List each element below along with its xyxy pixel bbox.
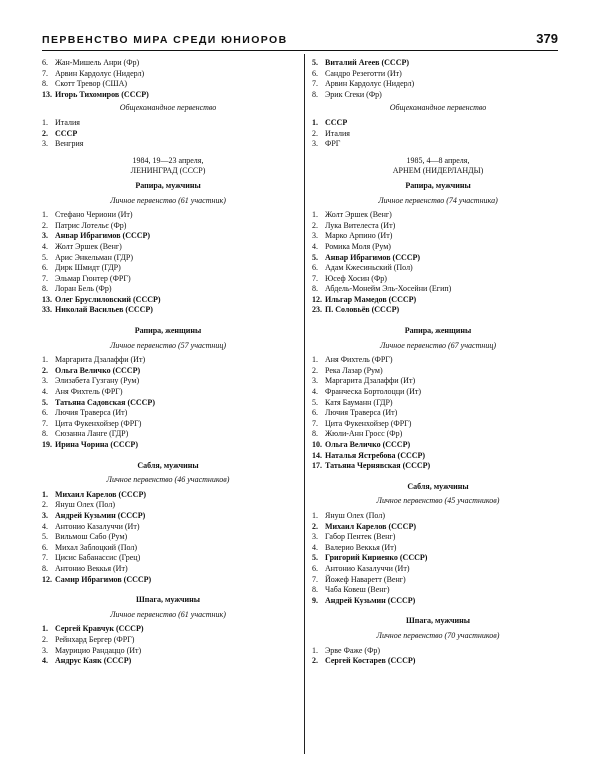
result-entry — [312, 221, 564, 232]
place-number: 1. — [42, 489, 48, 499]
competitor-name: П. Соловьёв (СССР) — [325, 305, 400, 315]
spacer — [312, 316, 564, 322]
competitor-name: Михал Заблоцкий (Пол) — [55, 542, 138, 552]
result-entry — [312, 596, 564, 607]
result-entry — [312, 274, 564, 285]
competitor-name: Эрик Сreки (Фр) — [325, 89, 382, 99]
result-entry — [42, 69, 294, 80]
competitor-name: Патрис Лотельє (Фр) — [55, 220, 127, 230]
competitor-name: Венгрия — [55, 139, 84, 149]
result-entry — [42, 90, 294, 101]
place-number: 8. — [42, 79, 48, 89]
place-number: 2. — [42, 634, 48, 644]
result-entry — [42, 274, 294, 285]
result-entry — [42, 129, 294, 140]
place-number: 8. — [42, 429, 48, 439]
place-number: 14. — [312, 450, 322, 460]
section-title: Рапира, женщины — [134, 326, 202, 336]
competitor-name: Наталья Ястребова (СССР) — [325, 450, 426, 460]
team-heading: Общекомандное первенство — [119, 103, 217, 113]
result-entry — [312, 575, 564, 586]
result-entry — [42, 376, 294, 387]
competitor-name: Жолт Эршек (Венг) — [325, 210, 392, 220]
right-column — [312, 58, 564, 667]
place-number: 2. — [42, 365, 48, 375]
result-entry — [42, 522, 294, 533]
competitor-name: Антонио Казалуччи (Ит) — [55, 521, 140, 531]
competitor-name: Игорь Тихомиров (СССР) — [55, 89, 149, 99]
place-number: 3. — [312, 139, 318, 149]
section-title: Рапира, мужчины — [135, 180, 201, 190]
place-number: 23. — [312, 305, 322, 315]
place-number: 2. — [312, 220, 318, 230]
competitor-name: Аня Фихтель (ФРГ) — [325, 355, 393, 365]
place-number: 1. — [312, 510, 318, 520]
competitor-name: Жюли-Анн Гросс (Фр) — [325, 429, 403, 439]
place-number: 2. — [312, 656, 318, 666]
section-subtitle: Личное первенство (61 участник) — [110, 195, 226, 205]
place-number: 5. — [312, 553, 318, 563]
place-number: 6. — [312, 263, 318, 273]
place-number: 4. — [42, 521, 48, 531]
competitor-name: Жан-Мишель Анри (Фр) — [55, 58, 140, 67]
place-number: 2. — [312, 128, 318, 138]
place-number: 4. — [42, 241, 48, 251]
result-entry — [42, 440, 294, 451]
place-number: 8. — [312, 429, 318, 439]
spacer — [42, 585, 294, 591]
competitor-name: Ромика Моля (Рум) — [325, 241, 391, 251]
page-number: 379 — [536, 31, 558, 46]
place-number: 12. — [312, 294, 322, 304]
competitor-name: Татьяна Садовская (СССР) — [55, 397, 155, 407]
result-entry — [312, 387, 564, 398]
section-title: Шпага, мужчины — [406, 616, 470, 626]
result-entry — [42, 511, 294, 522]
place-number: 1. — [312, 210, 318, 220]
left-column — [42, 58, 294, 667]
place-number: 7. — [312, 79, 318, 89]
place-number: 6. — [312, 563, 318, 573]
competitor-name: Маргарита Дзалаффи (Ит) — [325, 376, 416, 386]
result-entry — [312, 522, 564, 533]
competitor-name: Жолт Эршек (Венг) — [55, 241, 122, 251]
spacer — [312, 606, 564, 612]
competitor-name: Маргарита Дзалаффи (Ит) — [55, 355, 146, 365]
result-entry — [312, 355, 564, 366]
result-entry — [42, 543, 294, 554]
section-title: Рапира, мужчины — [405, 180, 471, 190]
result-entry — [312, 440, 564, 451]
place-number: 3. — [312, 376, 318, 386]
place-number: 5. — [42, 397, 48, 407]
place-number: 5. — [312, 252, 318, 262]
event-date: 1984, 19—23 апреля, — [132, 155, 204, 165]
competitor-name: Михаил Карелов (СССР) — [325, 521, 417, 531]
place-number: 3. — [312, 231, 318, 241]
place-number: 4. — [42, 387, 48, 397]
spacer — [42, 451, 294, 457]
place-number: 3. — [42, 139, 48, 149]
competitor-name: Рейнхард Бергер (ФРГ) — [55, 634, 135, 644]
place-number: 2. — [42, 500, 48, 510]
competitor-name: Адам Кжесиньский (Пол) — [325, 263, 413, 273]
competitor-name: Ильгар Мамедов (СССР) — [325, 294, 417, 304]
running-title: ПЕРВЕНСТВО МИРА СРЕДИ ЮНИОРОВ — [42, 34, 288, 46]
place-number: 17. — [312, 461, 322, 471]
result-entry — [312, 511, 564, 522]
competitor-name: Лючия Траверса (Ит) — [55, 408, 128, 418]
place-number: 4. — [312, 387, 318, 397]
competitor-name: СССР — [55, 128, 78, 138]
result-entry — [312, 532, 564, 543]
competitor-name: Ирина Чорина (СССР) — [55, 440, 138, 449]
result-entry — [42, 253, 294, 264]
result-entry — [312, 139, 564, 150]
place-number: 2. — [312, 521, 318, 531]
competitor-name: Италия — [325, 128, 350, 138]
result-entry — [42, 575, 294, 586]
result-entry — [42, 139, 294, 150]
competitor-name: Арис Энкельман (ГДР) — [55, 252, 134, 262]
place-number: 1. — [42, 117, 48, 127]
competitor-name: Виталий Агеев (СССР) — [325, 58, 410, 67]
spacer — [312, 472, 564, 478]
section-subtitle: Личное первенство (74 участника) — [378, 195, 498, 205]
place-number: 8. — [312, 89, 318, 99]
place-number: 7. — [42, 273, 48, 283]
place-number: 13. — [42, 89, 52, 99]
competitor-name: Лючия Траверса (Ит) — [325, 408, 398, 418]
place-number: 1. — [312, 117, 318, 127]
section-subtitle: Личное первенство (46 участников) — [106, 475, 230, 485]
result-entry — [42, 355, 294, 366]
place-number: 7. — [312, 574, 318, 584]
place-number: 3. — [42, 231, 48, 241]
competitor-name: Николай Васильев (СССР) — [55, 305, 153, 315]
result-entry — [312, 118, 564, 129]
section-title: Шпага, мужчины — [136, 595, 200, 605]
place-number: 2. — [312, 365, 318, 375]
place-number: 9. — [312, 595, 318, 605]
place-number: 1. — [42, 624, 48, 634]
result-entry — [42, 305, 294, 316]
section-subtitle: Личное первенство (67 участниц) — [380, 340, 496, 350]
event-date: 1985, 4—8 апреля, — [406, 155, 470, 165]
result-entry — [312, 564, 564, 575]
result-entry — [42, 242, 294, 253]
result-entry — [42, 231, 294, 242]
place-number: 6. — [312, 68, 318, 78]
competitor-name: Скотт Тревор (США) — [55, 79, 128, 89]
place-number: 7. — [312, 418, 318, 428]
competitor-name: Лоран Бель (Фр) — [55, 284, 112, 294]
result-entry — [42, 500, 294, 511]
competitor-name: Сюзанна Ланге (ГДР) — [55, 429, 129, 439]
place-number: 33. — [42, 305, 52, 315]
place-number: 4. — [42, 656, 48, 666]
competitor-name: Андрус Каяк (СССР) — [55, 656, 132, 666]
competitor-name: Катя Бауманн (ГДР) — [325, 397, 393, 407]
competitor-name: Цита Фукенхойзер (ФРГ) — [55, 418, 142, 428]
competitor-name: Антонио Казалуччи (Ит) — [325, 563, 410, 573]
competitor-name: Григорий Кириенко (СССР) — [325, 553, 428, 563]
place-number: 5. — [312, 397, 318, 407]
result-entry — [312, 553, 564, 564]
competitor-name: Олег Бруслиловский (СССР) — [55, 294, 161, 304]
competitor-name: Антонио Веккья (Ит) — [55, 563, 128, 573]
place-number: 12. — [42, 574, 52, 584]
competitor-name: Эльмар Гюнтер (ФРГ) — [55, 273, 131, 283]
place-number: 1. — [312, 645, 318, 655]
competitor-name: Януш Олех (Пол) — [325, 510, 385, 520]
competitor-name: Самир Ибрагимов (СССР) — [55, 574, 152, 584]
place-number: 13. — [42, 294, 52, 304]
place-number: 8. — [312, 585, 318, 595]
place-number: 7. — [312, 273, 318, 283]
result-entry — [312, 461, 564, 472]
competitor-name: Абдель-Монейм Эль-Хосейни (Егип) — [325, 284, 452, 294]
competitor-name: Маурицио Рандаццо (Ит) — [55, 645, 142, 655]
event-place: ЛЕНИНГРАД (СССР) — [130, 166, 206, 176]
place-number: 8. — [312, 284, 318, 294]
page-header — [42, 30, 558, 51]
place-number: 8. — [42, 563, 48, 573]
result-entry — [42, 387, 294, 398]
competitor-name: Йожеф Наваретт (Венг) — [325, 574, 406, 584]
result-entry — [312, 656, 564, 667]
team-heading: Общекомандное первенство — [389, 103, 487, 113]
place-number: 2. — [42, 220, 48, 230]
competitor-name: Сергей Костарев (СССР) — [325, 656, 416, 666]
place-number: 1. — [312, 355, 318, 365]
result-entry — [312, 366, 564, 377]
competitor-name: Марко Арпино (Ит) — [325, 231, 393, 241]
place-number: 1. — [42, 355, 48, 365]
competitor-name: Сергей Кравчук (СССР) — [55, 624, 144, 634]
place-number: 6. — [312, 408, 318, 418]
competitor-name: Анвар Ибрагимов (СССР) — [55, 231, 151, 241]
section-subtitle: Личное первенство (61 участник) — [110, 609, 226, 619]
result-entry — [42, 656, 294, 667]
result-entry — [42, 58, 294, 69]
place-number: 6. — [42, 542, 48, 552]
result-entry — [42, 419, 294, 430]
place-number: 7. — [42, 553, 48, 563]
result-entry — [42, 295, 294, 306]
spacer — [42, 316, 294, 322]
result-entry — [42, 490, 294, 501]
result-entry — [42, 429, 294, 440]
section-title: Сабля, мужчины — [137, 460, 199, 470]
competitor-name: Стефано Чериони (Ит) — [55, 210, 133, 220]
competitor-name: Река Лазар (Рум) — [325, 365, 383, 375]
competitor-name: Михаил Карелов (СССР) — [55, 489, 147, 499]
column-divider — [304, 54, 305, 754]
place-number: 6. — [42, 58, 48, 67]
place-number: 3. — [312, 532, 318, 542]
result-entry — [312, 231, 564, 242]
competitor-name: Валерио Веккья (Ит) — [325, 542, 397, 552]
place-number: 4. — [312, 241, 318, 251]
result-entry — [42, 635, 294, 646]
competitor-name: СССР — [325, 117, 348, 127]
competitor-name: Анвар Ибрагимов (СССР) — [325, 252, 421, 262]
section-title: Сабля, мужчины — [407, 481, 469, 491]
competitor-name: Лука Вителеста (Ит) — [325, 220, 396, 230]
place-number: 10. — [312, 440, 322, 449]
result-entry — [42, 221, 294, 232]
place-number: 4. — [312, 542, 318, 552]
result-entry — [312, 58, 564, 69]
place-number: 3. — [42, 510, 48, 520]
competitor-name: Андрей Кузьмин (СССР) — [325, 595, 416, 605]
competitor-name: Аня Фихтель (ФРГ) — [55, 387, 123, 397]
result-entry — [312, 451, 564, 462]
result-entry — [312, 79, 564, 90]
result-entry — [42, 118, 294, 129]
competitor-name: Юсеф Хосин (Фр) — [325, 273, 387, 283]
place-number: 7. — [42, 68, 48, 78]
competitor-name: Ольга Величко (СССР) — [55, 365, 141, 375]
result-entry — [42, 646, 294, 657]
event-place: АРНЕМ (НИДЕРЛАНДЫ) — [392, 166, 484, 176]
section-subtitle: Личное первенство (70 участников) — [376, 630, 500, 640]
competitor-name: Цита Фукенхойзер (ФРГ) — [325, 418, 412, 428]
competitor-name: Татьяна Чернявская (СССР) — [325, 461, 431, 471]
result-entry — [312, 90, 564, 101]
section-subtitle: Личное первенство (45 участников) — [376, 496, 500, 506]
competitor-name: Сандро Резеготти (Ит) — [325, 68, 402, 78]
result-entry — [312, 376, 564, 387]
result-entry — [312, 429, 564, 440]
competitor-name: Андрей Кузьмин (СССР) — [55, 510, 146, 520]
result-entry — [312, 543, 564, 554]
place-number: 1. — [42, 210, 48, 220]
result-entry — [312, 295, 564, 306]
result-entry — [312, 398, 564, 409]
place-number: 6. — [42, 263, 48, 273]
result-entry — [42, 408, 294, 419]
result-entry — [312, 210, 564, 221]
place-number: 7. — [42, 418, 48, 428]
place-number: 5. — [312, 58, 318, 67]
result-entry — [42, 284, 294, 295]
place-number: 2. — [42, 128, 48, 138]
section-subtitle: Личное первенство (57 участниц) — [110, 340, 226, 350]
result-entry — [312, 646, 564, 657]
result-entry — [312, 242, 564, 253]
place-number: 6. — [42, 408, 48, 418]
result-entry — [42, 398, 294, 409]
place-number: 3. — [42, 645, 48, 655]
result-entry — [42, 79, 294, 90]
result-entry — [312, 253, 564, 264]
result-entry — [42, 366, 294, 377]
result-entry — [42, 263, 294, 274]
result-entry — [42, 564, 294, 575]
competitor-name: Чаба Ковеш (Венг) — [325, 585, 390, 595]
result-entry — [312, 284, 564, 295]
competitor-name: Арвин Кардолус (Нидерл) — [55, 68, 145, 78]
result-entry — [312, 419, 564, 430]
competitor-name: Цисис Бабанассис (Грец) — [55, 553, 141, 563]
competitor-name: ФРГ — [325, 139, 341, 149]
result-entry — [42, 624, 294, 635]
competitor-name: Габор Пентек (Венг) — [325, 532, 396, 542]
place-number: 5. — [42, 252, 48, 262]
result-entry — [312, 69, 564, 80]
result-entry — [42, 532, 294, 543]
section-title: Рапира, женщины — [404, 326, 472, 336]
competitor-name: Франческа Бортолоцци (Ит) — [325, 387, 422, 397]
competitor-name: Арвин Кардолус (Нидерл) — [325, 79, 415, 89]
competitor-name: Дирк Шмидт (ГДР) — [55, 263, 121, 273]
result-entry — [312, 585, 564, 596]
place-number: 19. — [42, 440, 52, 449]
competitor-name: Вильмош Сабо (Рум) — [55, 532, 128, 542]
result-entry — [42, 210, 294, 221]
result-entry — [312, 408, 564, 419]
result-entry — [312, 129, 564, 140]
competitor-name: Ольга Величко (СССР) — [325, 440, 411, 449]
result-entry — [42, 553, 294, 564]
competitor-name: Эрве Фаже (Фр) — [325, 645, 381, 655]
result-entry — [312, 263, 564, 274]
competitor-name: Италия — [55, 117, 80, 127]
place-number: 8. — [42, 284, 48, 294]
result-entry — [312, 305, 564, 316]
competitor-name: Януш Олех (Пол) — [55, 500, 115, 510]
competitor-name: Элизабета Гузгану (Рум) — [55, 376, 140, 386]
place-number: 3. — [42, 376, 48, 386]
place-number: 5. — [42, 532, 48, 542]
